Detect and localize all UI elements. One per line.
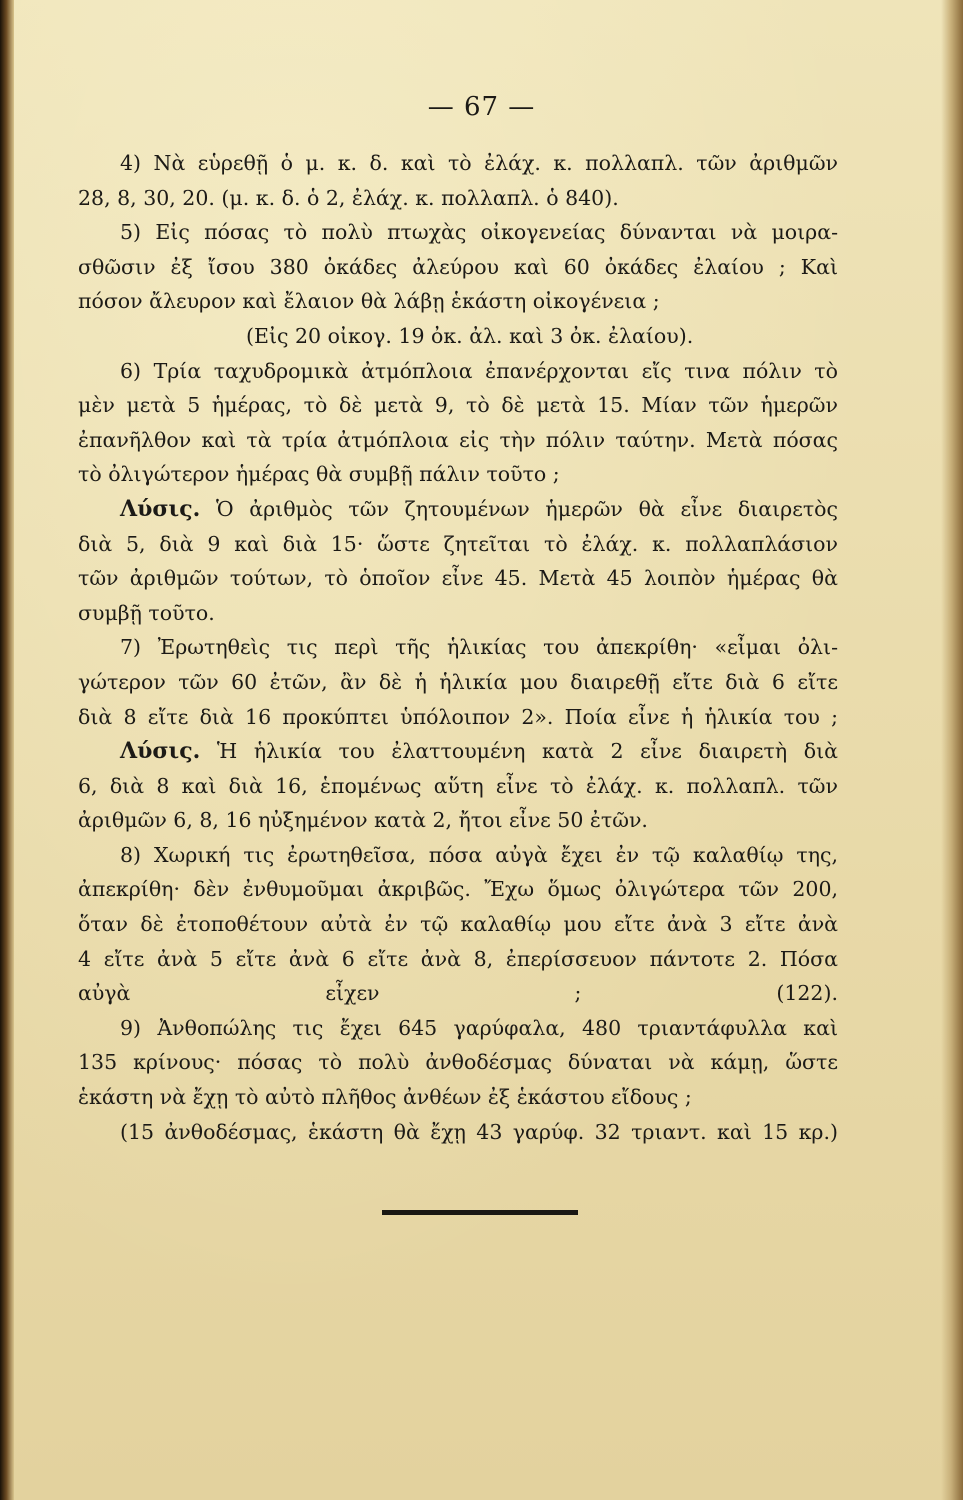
page-edge-right bbox=[941, 0, 963, 1500]
line-text: 4 εἴτε ἀνὰ 5 εἴτε ἀνὰ 6 εἴτε ἀνὰ 8, ἐπερίσσευον πάντοτε 2. Πόσα bbox=[78, 946, 838, 971]
line-text: 8) Χωρική τις ἐρωτηθεῖσα, πόσα αὐγὰ ἔχει ἐν τῷ καλαθίῳ της, bbox=[120, 842, 838, 867]
line-text: 28, 8, 30, 20. (μ. κ. δ. ὁ 2, ἐλάχ. κ. πολλαπλ. ὁ 840). bbox=[78, 185, 619, 210]
line-text: 6) Τρία ταχυδρομικὰ ἀτμόπλοια ἐπανέρχονται εἴς τινα πόλιν τὸ bbox=[120, 358, 838, 383]
line-text: 135 κρίνους· πόσας τὸ πολὺ ἀνθοδέσμας δύναται νὰ κάμῃ, ὥστε bbox=[78, 1050, 838, 1075]
line-text: 9) Ἀνθοπώλης τις ἔχει 645 γαρύφαλα, 480 τριαντάφυλλα καὶ bbox=[120, 1015, 838, 1040]
line-text: 5) Εἰς πόσας τὸ πολὺ πτωχὰς οἰκογενείας δύνανται νὰ μοιρα- bbox=[120, 220, 838, 245]
line-text: σθῶσιν ἐξ ἴσου 380 ὀκάδες ἀλεύρου καὶ 60 ὀκάδες ἐλαίου ; Καὶ bbox=[78, 254, 838, 279]
solution-label: Λύσις. bbox=[120, 738, 201, 765]
line-text: διὰ 5, διὰ 9 καὶ διὰ 15· ὥστε ζητεῖται τὸ ἐλάχ. κ. πολλαπλάσιον bbox=[78, 531, 838, 556]
text-line bbox=[78, 596, 838, 631]
line-text: ἀριθμῶν 6, 8, 16 ηὐξημένον κατὰ 2, ἤτοι εἶνε 50 ἐτῶν. bbox=[78, 808, 648, 833]
line-text: διὰ 8 εἴτε διὰ 16 προκύπτει ὑπόλοιπον 2». Ποία εἶνε ἡ ἡλικία του ; bbox=[78, 704, 838, 729]
text-line bbox=[78, 527, 838, 562]
line-text: 6, διὰ 8 καὶ διὰ 16, ἑπομένως αὕτη εἶνε τὸ ἐλάχ. κ. πολλαπλ. τῶν bbox=[78, 773, 838, 798]
text-line bbox=[78, 146, 838, 181]
solution-label: Λύσις. bbox=[120, 495, 201, 522]
line-text: ὅταν δὲ ἐτοποθέτουν αὐτὰ ἐν τῷ καλαθίῳ μου εἴτε ἀνὰ 3 εἴτε ἀνὰ bbox=[78, 912, 838, 937]
line-text: ἐπανῆλθον καὶ τὰ τρία ἀτμόπλοια εἰς τὴν πόλιν ταύτην. Μετὰ πόσας bbox=[78, 427, 838, 452]
text-line bbox=[78, 942, 838, 977]
text-line bbox=[78, 665, 838, 700]
line-text: γώτερον τῶν 60 ἐτῶν, ἂν δὲ ἡ ἡλικία μου διαιρεθῇ εἴτε διὰ 6 εἴτε bbox=[78, 669, 838, 694]
text-line bbox=[78, 561, 838, 596]
line-text: 7) Ἐρωτηθεὶς τις περὶ τῆς ἡλικίας του ἀπεκρίθη· «εἶμαι ὀλι- bbox=[120, 635, 838, 660]
text-line bbox=[78, 976, 838, 1011]
text-line bbox=[78, 1080, 838, 1115]
line-text: Ἡ ἡλικία του ἐλαττουμένη κατὰ 2 εἶνε διαιρετὴ διὰ bbox=[200, 739, 838, 764]
text-line bbox=[78, 769, 838, 804]
line-text: τῶν ἀριθμῶν τούτων, τὸ ὁποῖον εἶνε 45. Μετὰ 45 λοιπὸν ἡμέρας θὰ bbox=[78, 566, 838, 591]
text-line bbox=[78, 423, 838, 458]
text-line bbox=[78, 388, 838, 423]
page-number: — 67 — bbox=[427, 92, 536, 122]
page-edge-left bbox=[0, 0, 14, 1500]
text-line bbox=[78, 734, 838, 769]
line-text: (Εἰς 20 οἰκογ. 19 ὀκ. ἀλ. καὶ 3 ὀκ. ἐλαίου). bbox=[246, 323, 694, 348]
text-line bbox=[78, 319, 838, 354]
line-text: συμβῇ τοῦτο. bbox=[78, 600, 215, 625]
page-body-text bbox=[78, 146, 838, 1149]
line-text: (15 ἀνθοδέσμας, ἑκάστη θὰ ἔχῃ 43 γαρύφ. 32 τριαντ. καὶ 15 κρ.) bbox=[120, 1119, 838, 1144]
text-line bbox=[78, 907, 838, 942]
text-line bbox=[78, 872, 838, 907]
text-line bbox=[78, 250, 838, 285]
text-line bbox=[78, 1045, 838, 1080]
text-line bbox=[78, 1115, 838, 1150]
text-line bbox=[78, 630, 838, 665]
text-line bbox=[78, 803, 838, 838]
line-text: πόσον ἄλευρον καὶ ἔλαιον θὰ λάβῃ ἑκάστη οἰκογένεια ; bbox=[78, 289, 660, 314]
line-text: αὐγὰ εἶχεν ; (122). bbox=[78, 981, 838, 1006]
line-text: ἑκάστη νὰ ἔχῃ τὸ αὐτὸ πλῆθος ἀνθέων ἐξ ἑκάστου εἴδους ; bbox=[78, 1085, 692, 1110]
text-line bbox=[78, 354, 838, 389]
line-text: 4) Νὰ εὑρεθῇ ὁ μ. κ. δ. καὶ τὸ ἐλάχ. κ. πολλαπλ. τῶν ἀριθμῶν bbox=[120, 151, 838, 175]
line-text: τὸ ὀλιγώτερον ἡμέρας θὰ συμβῇ πάλιν τοῦτο ; bbox=[78, 462, 560, 487]
text-line bbox=[78, 838, 838, 873]
text-line bbox=[78, 457, 838, 492]
line-text: Ὁ ἀριθμὸς τῶν ζητουμένων ἡμερῶν θὰ εἶνε διαιρετὸς bbox=[200, 496, 838, 521]
text-line bbox=[78, 700, 838, 735]
section-end-rule bbox=[382, 1210, 578, 1215]
text-line bbox=[78, 181, 838, 216]
text-line bbox=[78, 1011, 838, 1046]
line-text: ἀπεκρίθη· δὲν ἐνθυμοῦμαι ἀκριβῶς. Ἔχω ὅμως ὀλιγώτερα τῶν 200, bbox=[78, 877, 838, 902]
text-line bbox=[78, 215, 838, 250]
text-line bbox=[78, 284, 838, 319]
line-text: μὲν μετὰ 5 ἡμέρας, τὸ δὲ μετὰ 9, τὸ δὲ μετὰ 15. Μίαν τῶν ἡμερῶν bbox=[78, 393, 838, 418]
text-line bbox=[78, 492, 838, 527]
